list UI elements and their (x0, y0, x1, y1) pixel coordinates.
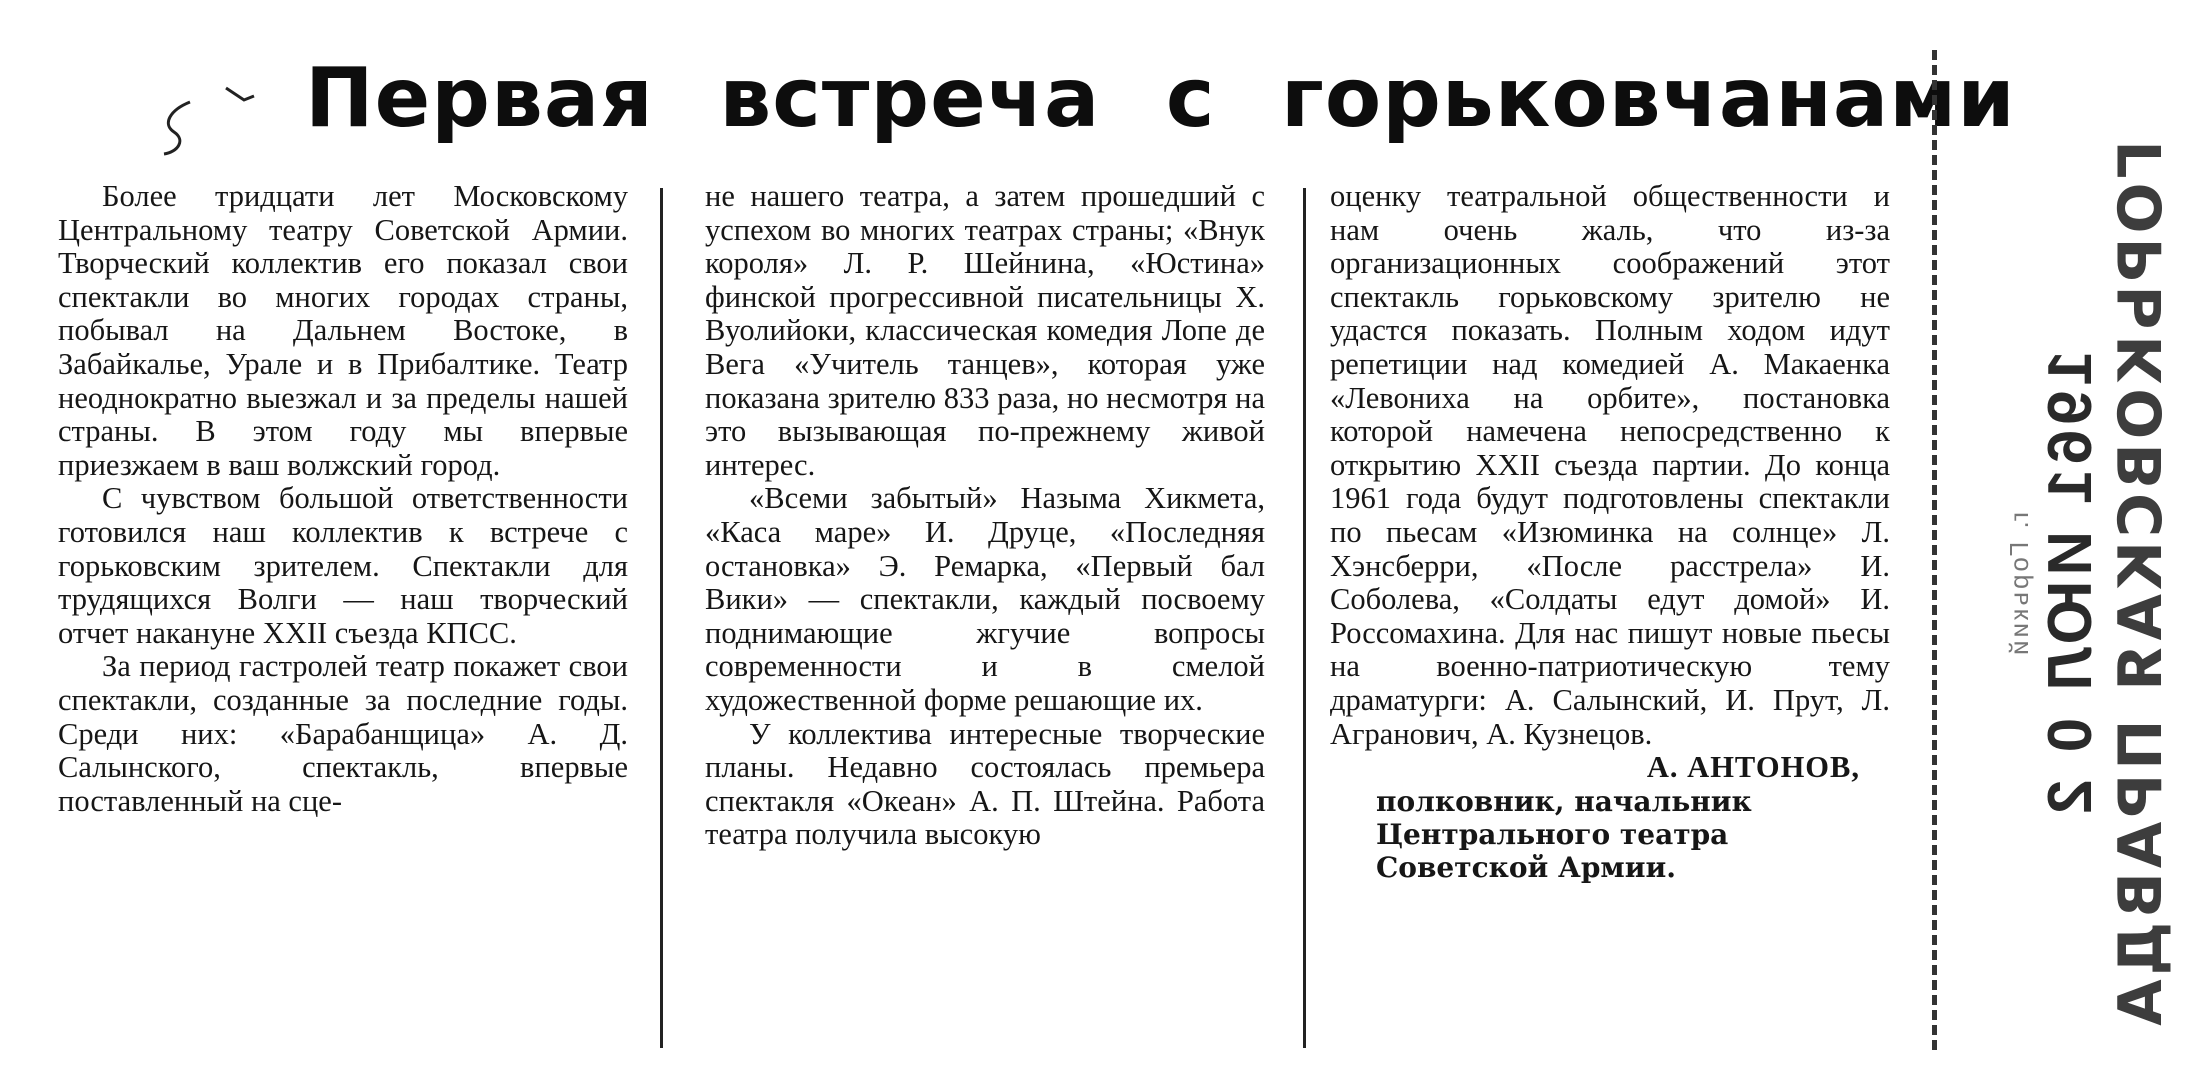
article-column-1 (58, 180, 628, 818)
stamp-date: 1961 ИЮЛ 0 2 (2036, 350, 2105, 820)
author-name: А. АНТОНОВ, (1646, 750, 1860, 785)
article-column-3 (1330, 180, 1890, 884)
column-divider (660, 188, 663, 1048)
paragraph: «Всеми забытый» Назыма Хикмета, «Каса маре» И. Друце, «Последняя остановка» Э. Ремарка, «Первый бал Вики» — спектакли, каждый посвоему поднимающие жгучие вопросы современности и в смелой художественной форме решающие их. (705, 481, 1265, 717)
paragraph: Более тридцати лет Московскому Центральному театру Советской Армии. Творческий коллектив его показал свои спектакли во многих городах страны, побывал на Дальнем Востоке, в Забайкалье, Урале и в Прибалтике. Театр неоднократно выезжал и за пределы нашей страны. В этом году мы впервые приезжаем в ваш волжский город. (58, 179, 628, 482)
paragraph: У коллектива интересные творческие планы. Недавно состоялась премьера спектакля «Океан» А. П. Штейна. Работа театра получила высокую (705, 716, 1265, 852)
stamp-source: ГОРЬКОВСКАЯ ПРАВДА (2106, 140, 2176, 1030)
article-column-2 (705, 180, 1265, 852)
paragraph: За период гастролей театр покажет свои спектакли, созданные за последние годы. Среди них: «Барабанщица» А. Д. Салынского, спектакль, впервые поставленный на сце- (58, 649, 628, 818)
clipping-cut-edge (1932, 50, 1937, 1050)
author-title: полковник, начальник Центрального театра Советской Армии. (1376, 784, 1752, 884)
newspaper-date-stamp (2004, 140, 2176, 1030)
paragraph: С чувством большой ответственности готовился наш коллектив к встрече с горьковским зрителем. Спектакли для трудящихся Волги — наш творческий отчет накануне XXII съезда КПСС. (58, 481, 628, 650)
paragraph: не нашего театра, а затем прошедший с успехом во многих театрах страны; «Внук короля» Л. Р. Шейнина, «Юстина» финской прогрессивной писательницы Х. Вуолийоки, классическая комедия Лопе де Вега «Учитель танцев», которая уже показана зрителю 833 раза, но несмотря на это вызывающая по-прежнему живой интерес. (705, 179, 1265, 482)
paragraph: оценку театральной общественности и нам очень жаль, что из-за организационных соображений этот спектакль горьковскому зрителю не удастся показать. Полным ходом идут репетиции над комедией А. Макаенка «Левониха на орбите», постановка которой намечена непосредственно к открытию XXII съезда партии. До конца 1961 года будут подготовлены спектакли по пьесам «Изюминка на солнце» Л. Хэнсберри, «После расстрела» И. Соболева, «Солдаты едут домой» И. Россомахина. Для нас пишут новые пьесы на военно-патриотическую тему драматурги: А. Салынский, И. Прут, Л. Агранович, А. Кузнецов. (1330, 179, 1890, 751)
article-headline: Первая встреча с горьковчанами (305, 51, 2016, 146)
column-divider (1303, 188, 1306, 1048)
pen-mark-icon (160, 80, 270, 160)
stamp-content (2004, 140, 2176, 1030)
stamp-city: г. Горький (2004, 512, 2034, 658)
